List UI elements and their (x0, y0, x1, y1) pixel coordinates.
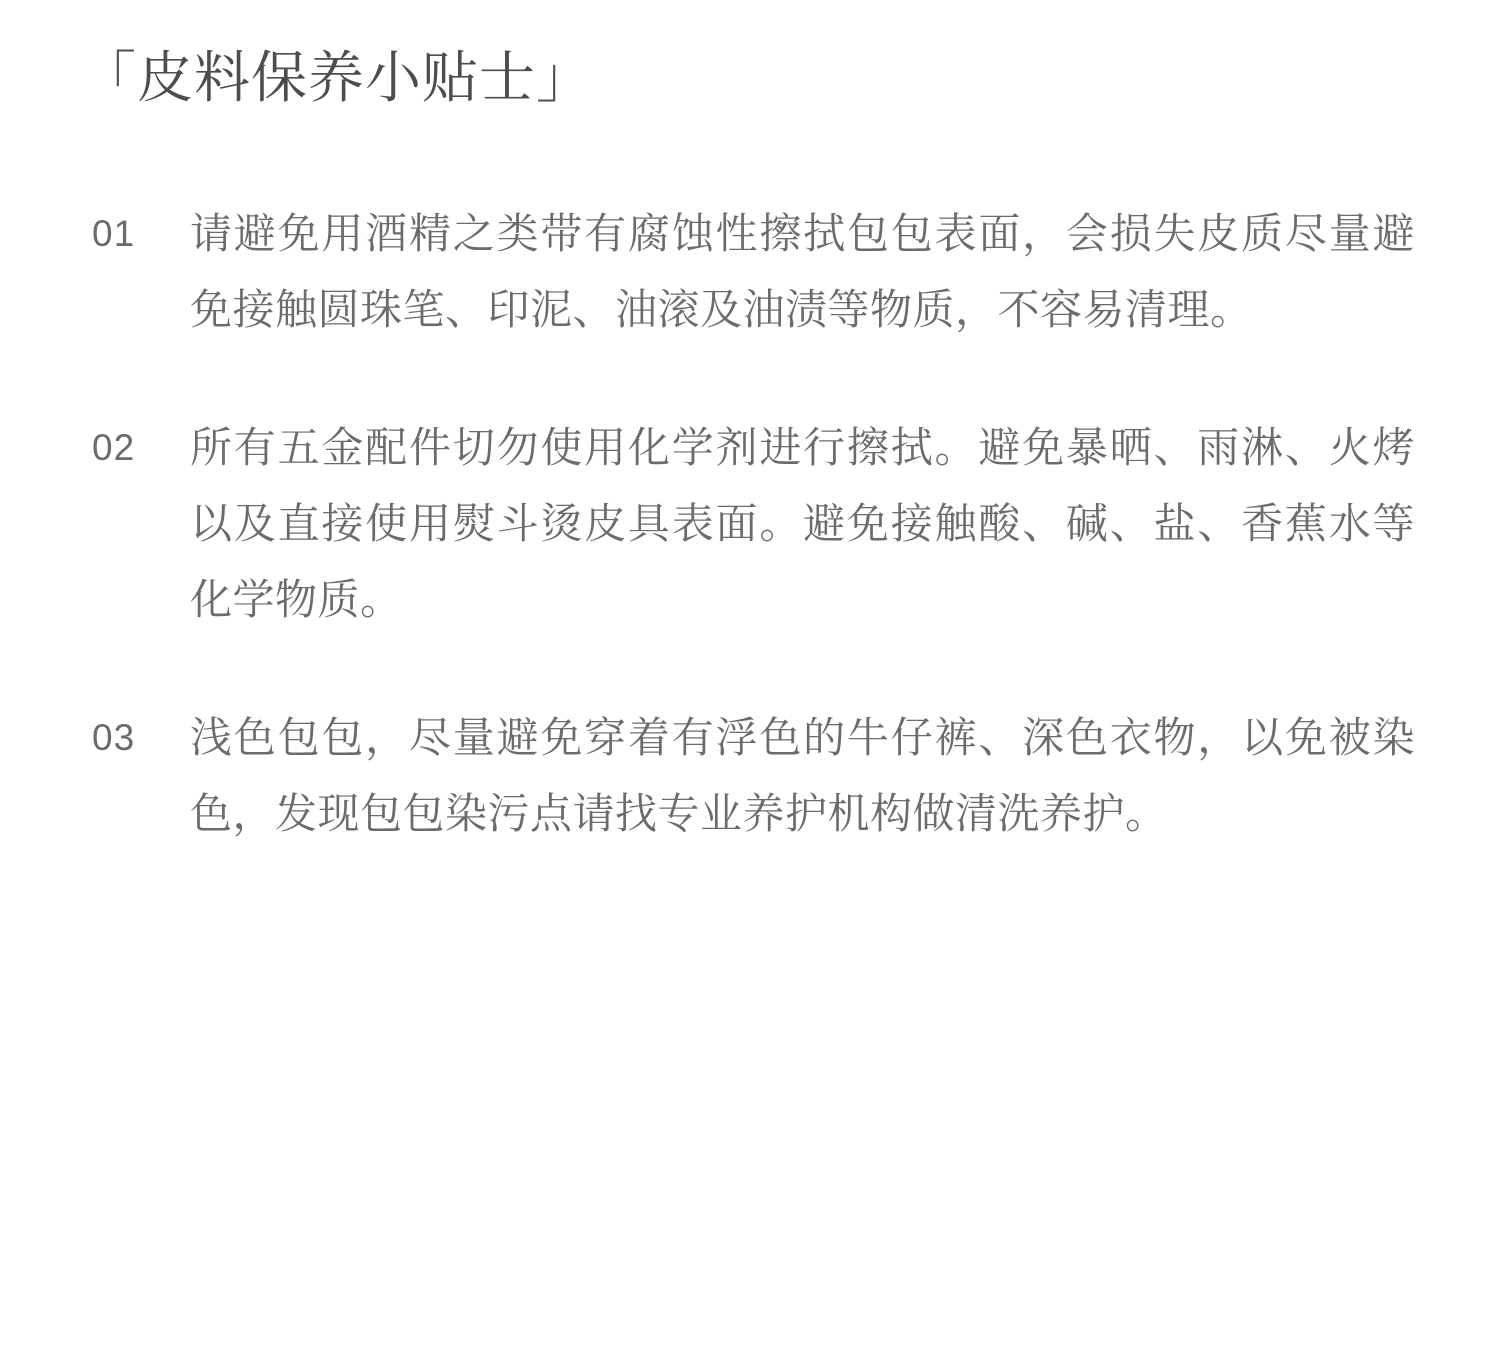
list-item-index: 01 (92, 212, 136, 254)
list-item (80, 700, 1415, 852)
list-item (80, 410, 1415, 638)
list-item-text: 请避免用酒精之类带有腐蚀性擦拭包包表面，会损失皮质尽量避免接触圆珠笔、印泥、油滚及油渍等物质，不容易清理。 (190, 209, 1415, 333)
page-title: 「皮料保养小贴士」 (80, 46, 593, 109)
list-item-text: 浅色包包，尽量避免穿着有浮色的牛仔裤、深色衣物，以免被染色，发现包包染污点请找专业养护机构做清洗养护。 (190, 713, 1415, 837)
care-tips-list (80, 196, 1415, 852)
list-item-index: 02 (92, 426, 136, 468)
list-item-text: 所有五金配件切勿使用化学剂进行擦拭。避免暴晒、雨淋、火烤以及直接使用熨斗烫皮具表面。避免接触酸、碱、盐、香蕉水等化学物质。 (190, 423, 1415, 623)
list-item-index: 03 (92, 716, 136, 758)
list-item (80, 196, 1415, 348)
